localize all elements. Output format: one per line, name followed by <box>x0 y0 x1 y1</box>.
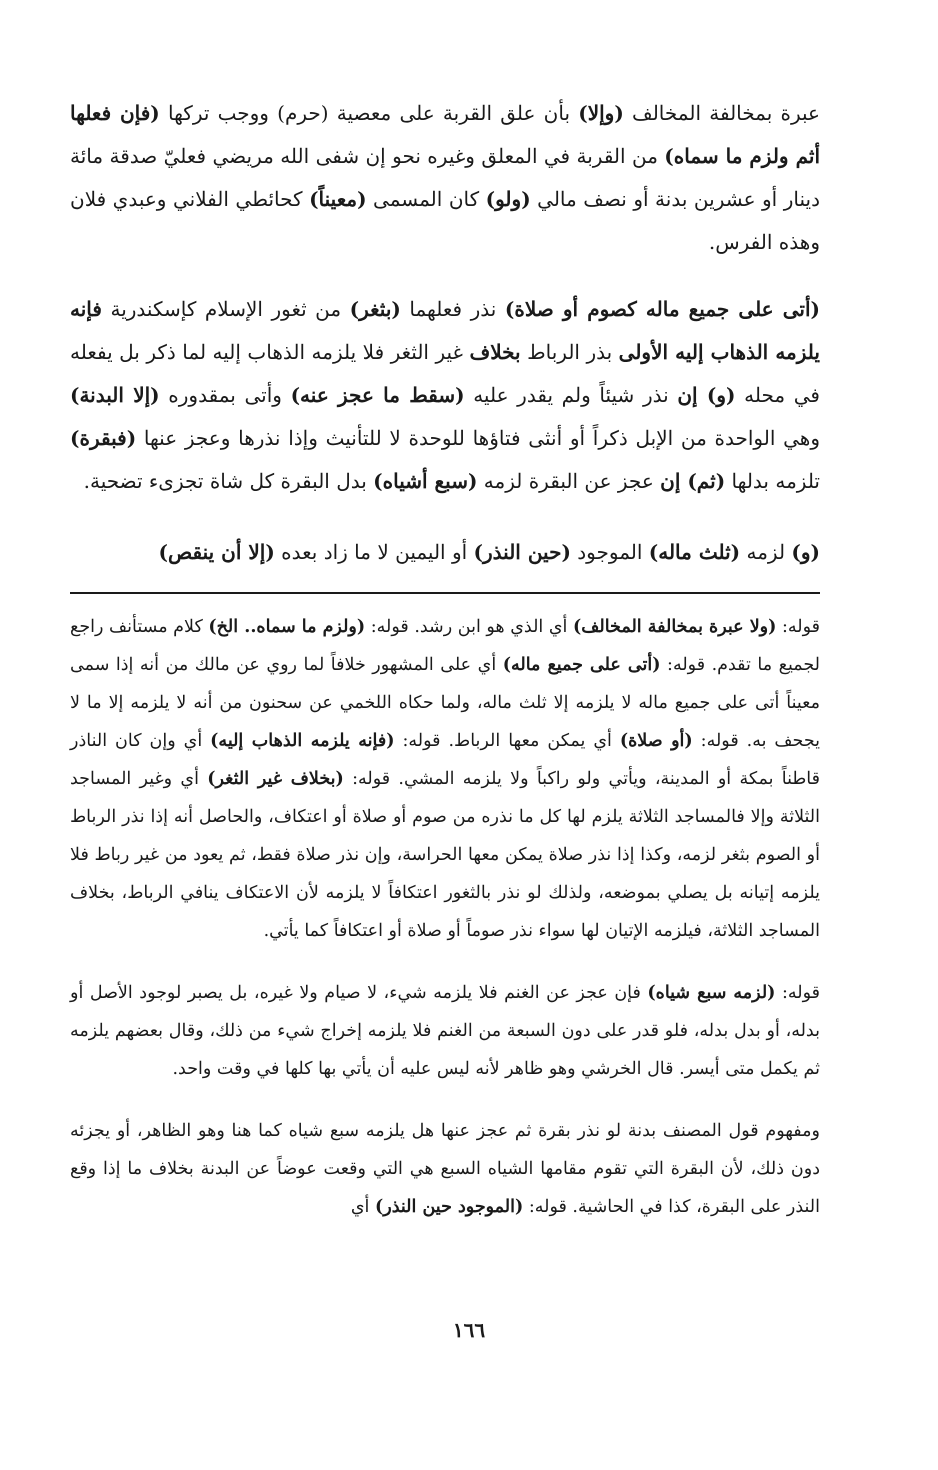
text-segment: تلزمه بدلها <box>725 469 820 493</box>
bold-segment: (أتى على جميع ماله كصوم أو صلاة) <box>504 297 821 321</box>
text-segment: أي <box>350 1197 375 1217</box>
text-segment: وأتى بمقدوره <box>159 383 291 407</box>
bold-segment: (ثلث ماله) <box>648 540 741 564</box>
bold-segment: (الموجود حين النذر) <box>374 1197 524 1217</box>
bold-segment: (فبقرة) <box>70 426 137 450</box>
bold-segment: (سبع أشياه) <box>373 469 478 493</box>
text-segment: أو اليمين لا ما زاد بعده <box>274 540 474 564</box>
page-number: ١٦٦ <box>452 1318 486 1342</box>
bold-segment: (ثم) إن <box>660 469 726 493</box>
bold-segment: (معيناً) <box>309 187 367 211</box>
text-segment: كلام مستأنف راجع لجميع ما تقدم. قوله: <box>70 617 820 675</box>
bold-segment: (فإن فعلها أثم ولزم ما سماه) <box>70 101 820 168</box>
page-body <box>70 92 820 1226</box>
text-segment: الموجود <box>570 540 649 564</box>
main-paragraph <box>70 92 820 264</box>
bold-segment: (فإنه يلزمه الذهاب إليه) <box>210 731 395 751</box>
bold-segment: (وإلا) <box>578 101 624 125</box>
text-segment: من ثغور الإسلام كإسكندرية <box>101 297 350 321</box>
bold-segment: (و) إن <box>677 383 736 407</box>
bold-segment: (حين النذر) <box>473 540 571 564</box>
bold-segment: (إلا أن ينقص) <box>158 540 275 564</box>
bold-segment: (و) <box>791 540 820 564</box>
main-paragraph <box>70 288 820 503</box>
bold-segment: (إلا البدنة) <box>70 383 160 407</box>
text-segment: أي وإن كان الناذر قاطناً بمكة أو المدينة، ويأتي ولو راكباً ولا يلزمه المشي. قوله: <box>70 731 821 789</box>
text-segment: لزمه <box>740 540 792 564</box>
text-segment: كان المسمى <box>366 187 486 211</box>
text-segment: بدل البقرة كل شاة تجزىء تضحية. <box>83 469 374 493</box>
bold-segment: بخلاف <box>469 340 521 364</box>
footnote-paragraph <box>70 1112 820 1226</box>
text-segment: غير الثغر فلا يلزمه الذهاب إليه لما ذكر بل يفعله في محله <box>70 340 820 407</box>
bold-segment: (أتى على جميع ماله) <box>502 655 661 675</box>
bold-segment: (ولو) <box>485 187 531 211</box>
text-segment: قوله: <box>776 617 821 637</box>
text-segment: بذر الرباط <box>520 340 619 364</box>
text-segment: أي وغير المساجد الثلاثة وإلا فالمساجد الثلاثة يلزم لها كل ما نذره من صوم أو صلاة أو اعتكاف، والحاصل أنه إذا نذر الرباط أو الصوم بثغر لزمه، وكذا إذا نذر صلاة يمكن معها الحراسة، وإن نذر صلاة فقط، ثم يعود من غير رباط فلا يلزمه إتيانه بل يصلي بموضعه، ولذلك لو نذر بالثغور اعتكافاً لا يلزمه لأن الاعتكاف ينافي الرباط، بخلاف المساجد الثلاثة، فيلزمه الإتيان لها سواء نذر صوماً أو صلاة أو اعتكافاً كما يأتي. <box>70 769 820 941</box>
bold-segment: فإنه يلزمه الذهاب إليه الأولى <box>70 297 820 364</box>
footnote-divider <box>70 592 820 594</box>
text-segment: فإن عجز عن الغنم فلا يلزمه شيء، لا صيام ولا غيره، بل يصبر لوجود الأصل أو بدله، أو بدل بدله، فلو قدر على دون السبعة من الغنم فلا يلزمه إخراج شيء من ذلك، وقال بعضهم يلزمه ثم يكمل متى أيسر. قال الخرشي وهو ظاهر لأنه ليس عليه أن يأتي بها كلها في وقت واحد. <box>70 983 820 1079</box>
bold-segment: (لزمه سبع شياه) <box>647 983 776 1003</box>
text-segment: نذر فعلهما <box>400 297 505 321</box>
main-text <box>70 92 820 574</box>
bold-segment: (بخلاف غير الثغر) <box>207 769 344 789</box>
text-segment: ومفهوم قول المصنف بدنة لو نذر بقرة ثم عجز عنها هل يلزمه سبع شياه كما هنا وهو الظاهر، أو يجزئه دون ذلك، لأن البقرة التي تقوم مقامها الشياه السبع هي التي وقعت عوضاً عن البدنة بخلاف ما إذا وقع النذر على البقرة، كذا في الحاشية. قوله: <box>70 1121 820 1217</box>
footnotes <box>70 608 820 1226</box>
bold-segment: (ولا عبرة بمخالفة المخالف) <box>573 617 777 637</box>
main-paragraph <box>70 531 820 574</box>
text-segment: وهي الواحدة من الإبل ذكراً أو أنثى فتاؤها للوحدة لا للتأنيث وإذا نذرها وعجز عنها <box>136 426 821 450</box>
text-segment: أي على المشهور خلافاً لما روي عن مالك من أنه إذا سمى معيناً أتى على جميع ماله لا يلزمه إلا ثلث ماله، ولما حكاه اللخمي عن سحنون من أنه لا يلزمه إلا ما لا يجحف به. قوله: <box>70 655 821 751</box>
text-segment: نذر شيئاً ولم يقدر عليه <box>464 383 678 407</box>
text-segment: عبرة بمخالفة المخالف <box>623 101 820 125</box>
text-segment: أي الذي هو ابن رشد. قوله: <box>365 617 573 637</box>
bold-segment: (أو صلاة) <box>619 731 693 751</box>
bold-segment: (سقط ما عجز عنه) <box>290 383 465 407</box>
footnote-paragraph <box>70 974 820 1088</box>
footnote-paragraph <box>70 608 820 950</box>
text-segment: قوله: <box>775 983 820 1003</box>
bold-segment: (بثغر) <box>349 297 401 321</box>
text-segment: كحائطي الفلاني وعبدي فلان وهذه الفرس. <box>70 187 820 254</box>
text-segment: عجز عن البقرة لزمه <box>477 469 661 493</box>
text-segment: أي يمكن معها الرباط. قوله: <box>394 731 620 751</box>
text-segment: من القربة في المعلق وغيره نحو إن شفى الله مريضي فعليّ صدقة مائة دينار أو عشرين بدنة أو نصف مالي <box>70 144 820 211</box>
bold-segment: (ولزم ما سماه.. الخ) <box>208 617 366 637</box>
text-segment: بأن علق القربة على معصية (حرم) ووجب تركها <box>159 101 579 125</box>
